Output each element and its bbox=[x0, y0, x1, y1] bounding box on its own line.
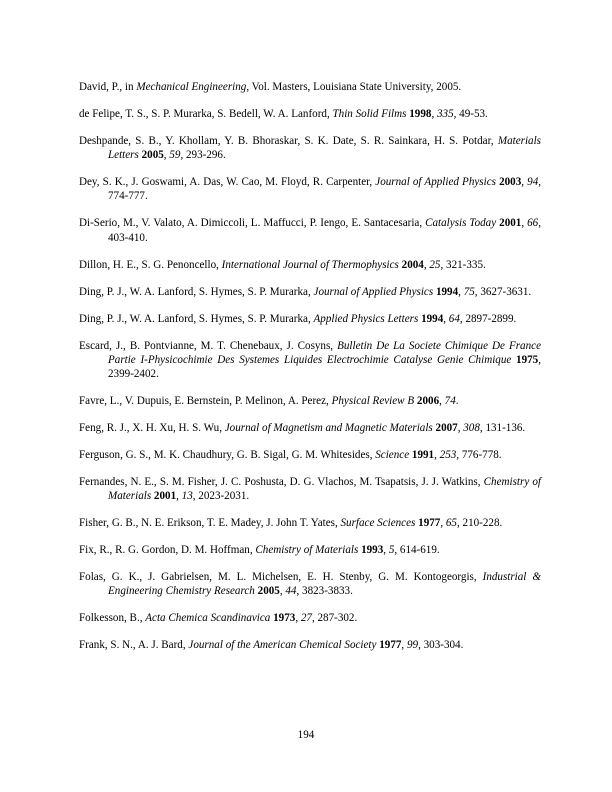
reference-year: 1975 bbox=[516, 353, 539, 366]
reference-journal: Materials Letters bbox=[108, 135, 541, 162]
reference-volume: 25 bbox=[429, 258, 441, 271]
reference-pages: 2023-2031. bbox=[198, 490, 250, 503]
reference-year: 1993 bbox=[361, 544, 384, 557]
reference-entry: Fisher, G. B., N. E. Erikson, T. E. Madey, J. John T. Yates, Surface Sciences 1977, 65, 210-228. bbox=[79, 517, 503, 530]
reference-journal: Journal of Applied Physics bbox=[375, 176, 496, 189]
reference-entry: Deshpande, S. B., Y. Khollam, Y. B. Bhoraskar, S. K. Date, S. R. Sainkara, H. S. Potdar, Materials Letters 2005, 59, 293-296. bbox=[79, 135, 541, 162]
reference-authors: Favre, L., V. Dupuis, E. Bernstein, P. Melinon, A. Perez, bbox=[79, 395, 332, 408]
reference-pages: 614-619. bbox=[399, 544, 440, 557]
reference-journal: Surface Sciences bbox=[340, 517, 416, 530]
reference-volume: 5 bbox=[388, 544, 395, 557]
reference-journal: Journal of Applied Physics bbox=[313, 285, 434, 298]
reference-entry: Favre, L., V. Dupuis, E. Bernstein, P. Melinon, A. Perez, Physical Review B 2006, 74. bbox=[79, 395, 459, 408]
reference-authors: Deshpande, S. B., Y. Khollam, Y. B. Bhoraskar, S. K. Date, S. R. Sainkara, H. S. Potdar, bbox=[79, 135, 498, 147]
reference-volume: 335 bbox=[436, 108, 454, 120]
reference-list bbox=[79, 80, 541, 665]
reference-year: 2006 bbox=[416, 395, 440, 408]
reference-volume: 44 bbox=[285, 585, 297, 598]
reference-authors: Dey, S. K., J. Goswami, A. Das, W. Cao, M. Floyd, R. Carpenter, bbox=[79, 176, 376, 189]
reference-pages: 287-302. bbox=[317, 612, 358, 625]
reference-year: 1977 bbox=[418, 517, 441, 530]
reference-pages: 2897-2899. bbox=[465, 312, 517, 325]
reference-entry: Feng, R. J., X. H. Xu, H. S. Wu, Journal of Magnetism and Magnetic Materials 2007, 308, 131-136. bbox=[79, 422, 526, 435]
reference-journal: Chemistry of Materials bbox=[108, 476, 541, 503]
reference-entry: Dey, S. K., J. Goswami, A. Das, W. Cao, M. Floyd, R. Carpenter, Journal of Applied Physics 2003, 94, 774-777. bbox=[79, 176, 542, 203]
reference-volume: 75 bbox=[463, 285, 475, 298]
reference-volume: 308 bbox=[463, 422, 480, 435]
reference-year: 1973 bbox=[273, 612, 296, 625]
reference-volume: 13 bbox=[181, 490, 193, 503]
reference-pages: 3823-3833. bbox=[302, 585, 353, 598]
reference-volume: 27 bbox=[300, 612, 312, 625]
reference-authors: Ding, P. J., W. A. Lanford, S. Hymes, S. P. Murarka, bbox=[79, 312, 314, 325]
reference-authors: Di-Serio, M., V. Valato, A. Dimiccoli, L. Maffucci, P. Iengo, E. Santacesaria, bbox=[79, 217, 426, 230]
reference-journal: Acta Chemica Scandinavica bbox=[145, 612, 271, 625]
reference-year: 2003 bbox=[499, 176, 522, 189]
reference-pages: 131-136. bbox=[485, 422, 526, 435]
reference-journal: Thin Solid Films bbox=[332, 108, 407, 120]
reference-volume: 66 bbox=[527, 217, 539, 230]
reference-authors: de Felipe, T. S., S. P. Murarka, S. Bedell, W. A. Lanford, bbox=[79, 108, 333, 120]
reference-volume: 64 bbox=[448, 312, 460, 325]
reference-volume: 99 bbox=[406, 639, 419, 652]
reference-journal: Science bbox=[375, 449, 410, 462]
reference-journal: International Journal of Thermophysics bbox=[221, 258, 399, 271]
reference-authors: Ferguson, G. S., M. K. Chaudhury, G. B. Sigal, G. M. Whitesides, bbox=[79, 449, 376, 462]
reference-authors: Fernandes, N. E., S. M. Fisher, J. C. Poshusta, D. G. Vlachos, M. Tsapatsis, J. J. Watkins, bbox=[79, 476, 484, 489]
reference-year: 2004 bbox=[401, 258, 424, 271]
reference-volume: 65 bbox=[445, 517, 457, 530]
reference-entry: Dillon, H. E., S. G. Penoncello, International Journal of Thermophysics 2004, 25, 321-335. bbox=[79, 258, 486, 271]
page-number: 194 bbox=[297, 729, 315, 741]
reference-entry: Fernandes, N. E., S. M. Fisher, J. C. Poshusta, D. G. Vlachos, M. Tsapatsis, J. J. Watkins, Chemistry of Materials 2001, 13, 2023-2031. bbox=[79, 476, 541, 503]
reference-volume: 74 bbox=[444, 395, 456, 408]
reference-entry: Di-Serio, M., V. Valato, A. Dimiccoli, L. Maffucci, P. Iengo, E. Santacesaria, Catalysis Today 2001, 66, 403-410. bbox=[79, 217, 541, 244]
reference-authors: Ding, P. J., W. A. Lanford, S. Hymes, S. P. Murarka, bbox=[79, 285, 314, 298]
reference-pages: 49-53. bbox=[459, 108, 488, 120]
reference-entry: Ding, P. J., W. A. Lanford, S. Hymes, S. P. Murarka, Journal of Applied Physics 1994, 75, 3627-3631. bbox=[79, 285, 532, 298]
reference-volume: 59 bbox=[169, 149, 181, 162]
reference-year: 1991 bbox=[411, 449, 435, 462]
reference-entry: de Felipe, T. S., S. P. Murarka, S. Bedell, W. A. Lanford, Thin Solid Films 1998, 335, 49-53. bbox=[79, 108, 488, 120]
reference-entry: Escard, J., B. Pontvianne, M. T. Chenebaux, J. Cosyns, Bulletin De La Societe Chimique De France Partie I-Physicochimie Des Systemes Liquides Electrochimie Catalyse Genie Chimique 1975, 2399-2402. bbox=[79, 339, 541, 381]
reference-entry: Folkesson, B., Acta Chemica Scandinavica 1973, 27, 287-302. bbox=[79, 612, 358, 625]
reference-volume: 253 bbox=[439, 449, 457, 462]
reference-entry: Ferguson, G. S., M. K. Chaudhury, G. B. Sigal, G. M. Whitesides, Science 1991, 253, 776-778. bbox=[79, 449, 502, 462]
reference-pages: 293-296. bbox=[185, 149, 226, 162]
reference-year: 2001 bbox=[153, 490, 177, 503]
reference-pages: 210-228. bbox=[462, 517, 503, 530]
reference-authors: Feng, R. J., X. H. Xu, H. S. Wu, bbox=[79, 422, 225, 435]
reference-entry: Frank, S. N., A. J. Bard, Journal of the American Chemical Society 1977, 99, 303-304. bbox=[79, 639, 464, 652]
reference-year: 1994 bbox=[435, 285, 459, 298]
reference-journal: Bulletin De La Societe Chimique De France Partie I-Physicochimie Des Systemes Liquides Electrochimie Catalyse Genie Chimique bbox=[108, 339, 541, 366]
reference-year: 2005 bbox=[141, 149, 164, 162]
reference-pages: 774-777. bbox=[108, 190, 148, 203]
reference-journal: Catalysis Today bbox=[425, 217, 497, 230]
reference-journal: Journal of Magnetism and Magnetic Materials bbox=[224, 422, 433, 435]
reference-pages: 3627-3631. bbox=[480, 285, 532, 298]
reference-authors: Fisher, G. B., N. E. Erikson, T. E. Madey, J. John T. Yates, bbox=[79, 517, 341, 530]
reference-authors: David, P., in bbox=[79, 81, 137, 93]
reference-pages: 321-335. bbox=[446, 258, 486, 271]
reference-journal: Chemistry of Materials bbox=[255, 544, 359, 557]
reference-entry: Ding, P. J., W. A. Lanford, S. Hymes, S. P. Murarka, Applied Physics Letters 1994, 64, 2897-2899. bbox=[79, 312, 517, 325]
reference-year: 2007 bbox=[435, 422, 458, 435]
reference-year: 1994 bbox=[421, 312, 444, 325]
reference-authors: Fix, R., R. G. Gordon, D. M. Hoffman, bbox=[79, 544, 256, 557]
reference-journal: Journal of the American Chemical Society bbox=[188, 639, 377, 652]
reference-journal: Physical Review B bbox=[331, 395, 415, 408]
reference-pages: 303-304. bbox=[423, 639, 464, 652]
reference-pages: 776-778. bbox=[461, 449, 502, 462]
reference-authors: Folas, G. K., J. Gabrielsen, M. L. Michelsen, E. H. Stenby, G. M. Kontogeorgis, bbox=[79, 571, 483, 584]
reference-year: 2005 bbox=[257, 585, 280, 598]
reference-journal: Applied Physics Letters bbox=[313, 312, 419, 325]
reference-authors: Frank, S. N., A. J. Bard, bbox=[79, 639, 189, 652]
reference-authors: Escard, J., B. Pontvianne, M. T. Chenebaux, J. Cosyns, bbox=[79, 339, 338, 352]
reference-year: 2001 bbox=[499, 217, 522, 230]
reference-year: 1998 bbox=[409, 108, 432, 120]
reference-entry: Folas, G. K., J. Gabrielsen, M. L. Michelsen, E. H. Stenby, G. M. Kontogeorgis, Industrial & Engineering Chemistry Research 2005, 44, 3823-3833. bbox=[79, 571, 542, 598]
reference-entry: Fix, R., R. G. Gordon, D. M. Hoffman, Chemistry of Materials 1993, 5, 614-619. bbox=[79, 544, 440, 557]
reference-volume: 94 bbox=[527, 176, 539, 189]
reference-journal: Industrial & Engineering Chemistry Research bbox=[108, 571, 542, 598]
reference-pages: 2399-2402. bbox=[108, 368, 159, 381]
reference-journal: Mechanical Engineering bbox=[136, 81, 247, 93]
reference-authors: Dillon, H. E., S. G. Penoncello, bbox=[79, 258, 222, 271]
reference-entry bbox=[79, 80, 541, 94]
reference-year: 1977 bbox=[379, 639, 402, 652]
reference-pages: 403-410. bbox=[108, 231, 148, 244]
reference-authors: Folkesson, B., bbox=[79, 612, 146, 625]
reference-note: , Vol. Masters, Louisiana State University, 2005. bbox=[246, 81, 462, 93]
